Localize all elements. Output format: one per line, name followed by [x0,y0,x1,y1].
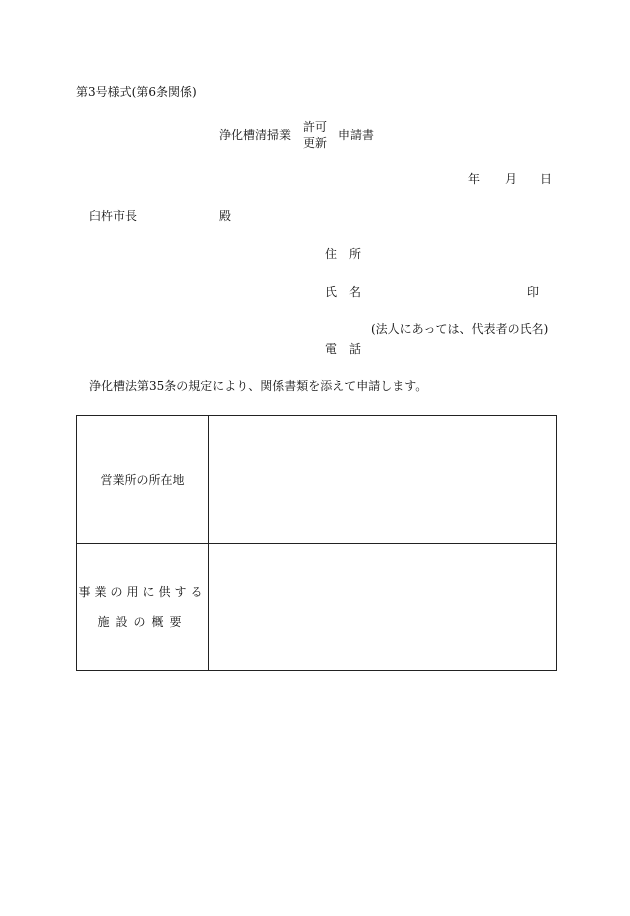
facility-summary-value-cell[interactable] [209,544,557,671]
date-month-label: 月 [505,172,518,186]
name-label: 氏名 [325,285,374,299]
date-day-label: 日 [540,172,553,186]
seal-mark: 印 [527,285,540,299]
application-statement: 浄化槽法第35条の規定により、関係書類を添えて申請します。 [89,379,428,393]
form-title: 浄化槽清掃業 [219,128,292,142]
facility-summary-label-line1: 事業の用に供する [78,585,207,599]
title-suffix: 申請書 [338,128,375,142]
corporate-note: (法人にあっては、代表者の氏名) [371,322,549,336]
addressee-honorific: 殿 [219,209,232,223]
application-table [76,415,557,671]
phone-label: 電話 [325,342,374,356]
office-location-label-cell [77,416,209,544]
title-option-permit: 許可 [303,120,328,134]
addressee-name: 臼杵市長 [89,209,138,223]
table-row [77,416,557,544]
form-number: 第3号様式(第6条関係) [76,85,197,99]
office-location-label: 営業所の所在地 [100,472,185,487]
facility-summary-label-line2: 施設の概要 [97,615,188,629]
table-row [77,544,557,671]
address-label: 住所 [325,247,374,261]
office-location-value-cell[interactable] [209,416,557,544]
facility-summary-label-cell [77,544,209,671]
date-year-label: 年 [468,172,481,186]
title-option-renew: 更新 [303,136,328,150]
